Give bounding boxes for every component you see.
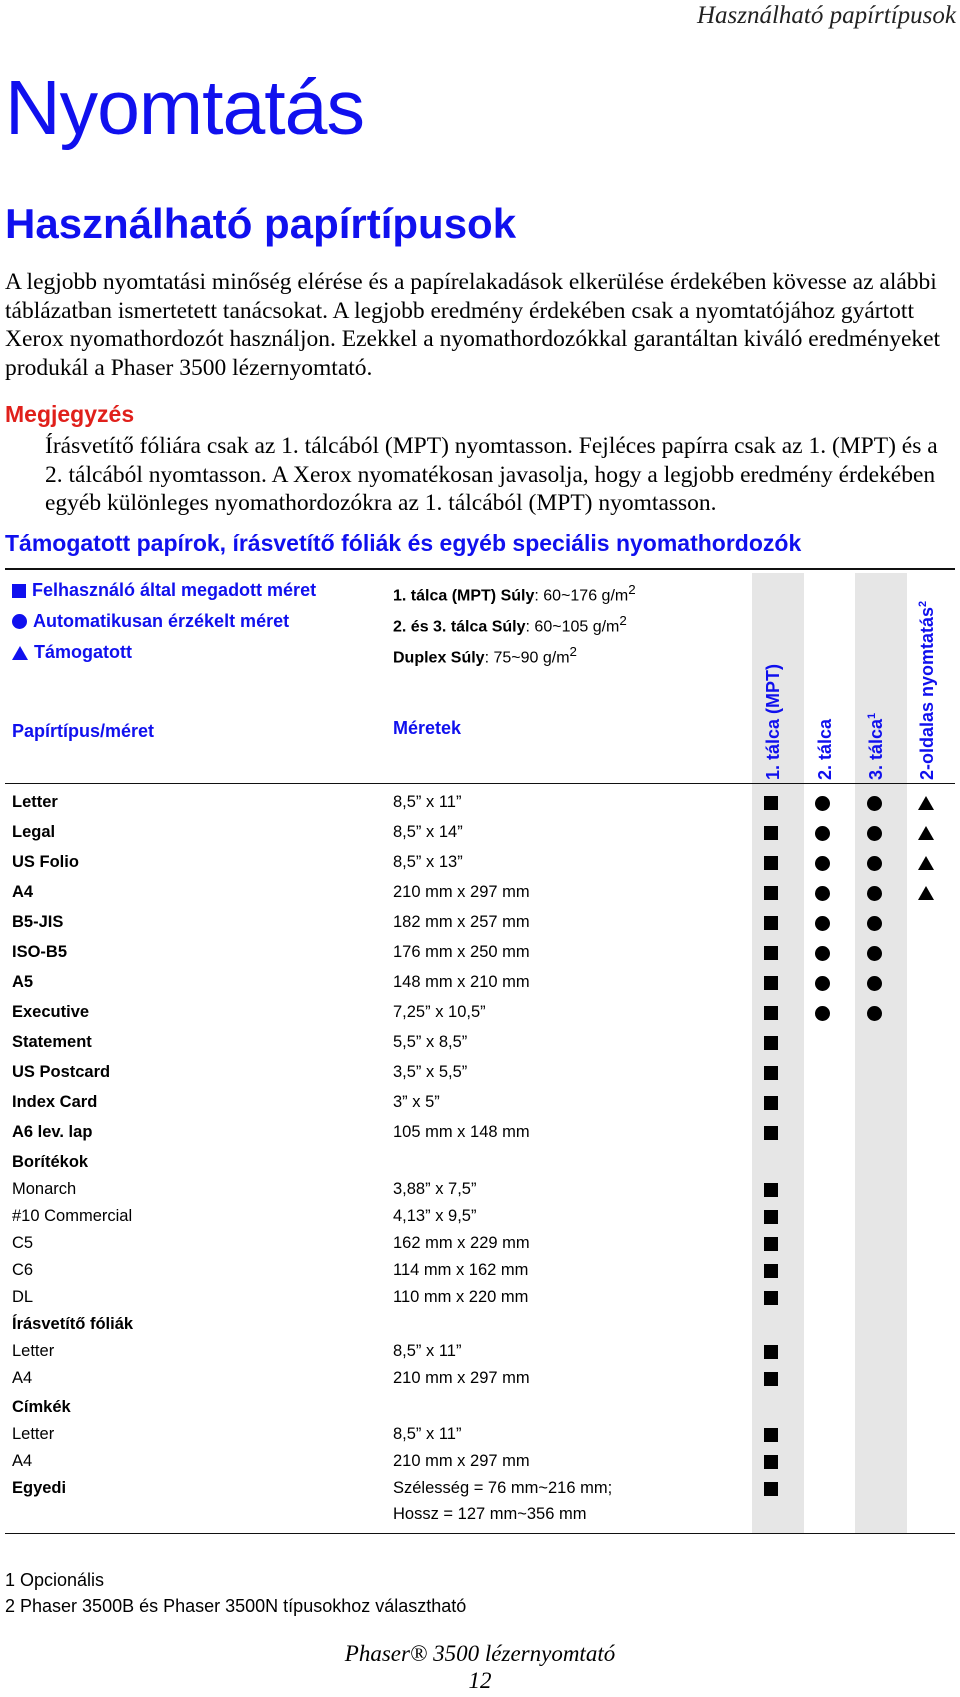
column-header-tray2: 2. tálca xyxy=(815,718,835,780)
paper-size: 176 mm x 250 mm xyxy=(393,943,530,961)
paper-type: Executive xyxy=(12,1003,90,1021)
weight-tray23: 2. és 3. tálca Súly: 60~105 $g/m^2$ xyxy=(393,613,627,636)
table-title: Támogatott papírok, írásvetítő fóliák és egyéb speciális nyomathordozók xyxy=(5,530,802,556)
column-header-tray1-wrap xyxy=(0,0,960,780)
triangle-icon xyxy=(918,796,934,810)
paper-size: 3” x 5” xyxy=(393,1093,440,1111)
paper-size: 210 mm x 297 mm xyxy=(393,1452,530,1470)
table-row xyxy=(0,879,960,906)
table-row xyxy=(0,1311,960,1338)
column-header-size: Méretek xyxy=(393,718,462,738)
circle-icon xyxy=(815,796,830,811)
circle-icon xyxy=(867,946,882,961)
table-row xyxy=(0,1059,960,1086)
column-header-tray3: 3. tálca$^1$ xyxy=(866,712,886,780)
paper-size: 110 mm x 220 mm xyxy=(393,1288,529,1306)
square-icon xyxy=(764,1096,778,1110)
paper-type: A5 xyxy=(12,973,34,991)
page-title: Nyomtatás xyxy=(5,65,365,151)
circle-icon xyxy=(867,976,882,991)
paper-type: A4 xyxy=(12,883,34,901)
paper-type: A4 xyxy=(12,1369,33,1387)
paper-size: 7,25” x 10,5” xyxy=(393,1003,486,1021)
table-row xyxy=(0,1284,960,1311)
circle-icon xyxy=(815,946,830,961)
square-icon xyxy=(764,796,778,810)
paper-type: ISO-B5 xyxy=(12,943,68,961)
note-heading: Megjegyzés xyxy=(5,401,135,427)
circle-icon xyxy=(815,916,830,931)
table-row xyxy=(0,969,960,996)
table-row xyxy=(0,1230,960,1257)
circle-icon xyxy=(815,856,830,871)
footer-page-number: 12 xyxy=(468,1668,492,1693)
paper-type: DL xyxy=(12,1288,34,1306)
table-row xyxy=(0,1203,960,1230)
table-row xyxy=(0,1448,960,1475)
circle-icon xyxy=(867,826,882,841)
square-icon xyxy=(764,1428,778,1442)
square-icon xyxy=(764,1345,778,1359)
square-icon xyxy=(764,1264,778,1278)
paper-size: 148 mm x 210 mm xyxy=(393,973,530,991)
circle-icon xyxy=(867,1006,882,1021)
square-icon xyxy=(764,886,778,900)
circle-icon xyxy=(867,886,882,901)
paper-type: A4 xyxy=(12,1452,33,1470)
table-row xyxy=(0,819,960,846)
paper-size-line2: Hossz = 127 mm~356 mm xyxy=(393,1505,587,1523)
paper-size: 5,5” x 8,5” xyxy=(393,1033,468,1051)
circle-icon xyxy=(815,886,830,901)
table-row xyxy=(0,1365,960,1392)
square-icon xyxy=(764,916,778,930)
column-header-type: Papírtípus/méret xyxy=(12,721,155,741)
paper-type: Letter xyxy=(12,793,58,811)
paper-size: 210 mm x 297 mm xyxy=(393,1369,530,1387)
legend-triangle-label: Támogatott xyxy=(34,642,132,662)
table-header-rule xyxy=(5,783,955,784)
paper-type: Írásvetítő fóliák xyxy=(12,1315,134,1333)
paper-size: 162 mm x 229 mm xyxy=(393,1234,530,1252)
paper-type: Monarch xyxy=(12,1180,77,1198)
weight-duplex: Duplex Súly: 75~90 $g/m^2$ xyxy=(393,644,577,667)
triangle-icon xyxy=(918,886,934,900)
table-row xyxy=(0,1257,960,1284)
paper-type: C5 xyxy=(12,1234,34,1252)
table-row xyxy=(0,1149,960,1176)
paper-type: Letter xyxy=(12,1342,55,1360)
square-icon xyxy=(764,1372,778,1386)
paper-type: US Folio xyxy=(12,853,79,871)
table-row xyxy=(0,999,960,1026)
paper-size: 8,5” x 13” xyxy=(393,853,463,871)
legend-circle-label: Automatikusan érzékelt méret xyxy=(33,611,290,631)
table-row xyxy=(0,1338,960,1365)
table-row xyxy=(0,909,960,936)
table-row xyxy=(0,1394,960,1421)
legend-square-label: Felhasználó által megadott méret xyxy=(32,580,317,600)
square-icon xyxy=(764,1482,778,1496)
circle-icon xyxy=(815,826,830,841)
paper-type: #10 Commercial xyxy=(12,1207,133,1225)
weight-tray1: 1. tálca (MPT) Súly: 60~176 $g/m^2$ xyxy=(393,582,636,605)
intro-paragraph: A legjobb nyomtatási minőség elérése és a papírelakadások elkerülése érdekében kövesse az alábbi táblázatban ismertetett tanácsokat. A legjobb eredmény érdekében csak a nyomtatójához gyártott Xerox nyomathordozót használjon. Ezekkel a nyomathordozókkal garantáltan kiváló eredményeket produkál a Phaser 3500 lézernyomtató. xyxy=(5,269,941,381)
paper-size: 3,88” x 7,5” xyxy=(393,1180,477,1198)
square-icon xyxy=(764,1291,778,1305)
square-icon xyxy=(764,1006,778,1020)
paper-size: 114 mm x 162 mm xyxy=(393,1261,529,1279)
paper-type: Index Card xyxy=(12,1093,98,1111)
paper-size: 105 mm x 148 mm xyxy=(393,1123,530,1141)
table-row xyxy=(0,939,960,966)
footnote-2: 2 Phaser 3500B és Phaser 3500N típusokhoz választható xyxy=(5,1596,467,1616)
paper-size: 4,13” x 9,5” xyxy=(393,1207,477,1225)
square-icon xyxy=(764,976,778,990)
square-icon xyxy=(764,1066,778,1080)
table-row xyxy=(0,1119,960,1146)
note-body: Írásvetítő fóliára csak az 1. tálcából (MPT) nyomtasson. Fejléces papírra csak az 1. (MPT) és a 2. tálcából nyomtasson. A Xerox nyomatékosan javasolja, hogy a legjobb eredmény érdekében egyéb különleges nyomathordozókra az 1. tálcából (MPT) nyomtasson. xyxy=(45,433,938,517)
footer-product: Phaser® 3500 lézernyomtató xyxy=(344,1641,616,1666)
table-row xyxy=(0,1176,960,1203)
paper-type: Egyedi xyxy=(12,1479,67,1497)
paper-size: 210 mm x 297 mm xyxy=(393,883,530,901)
running-header: Használható papírtípusok xyxy=(696,2,956,29)
table-row xyxy=(0,1421,960,1448)
paper-size: 8,5” x 11” xyxy=(393,793,462,811)
square-icon xyxy=(764,1036,778,1050)
paper-type: Borítékok xyxy=(12,1153,89,1171)
table-row xyxy=(0,849,960,876)
paper-size: 8,5” x 11” xyxy=(393,1342,462,1360)
triangle-icon xyxy=(918,826,934,840)
paper-size: Szélesség = 76 mm~216 mm; xyxy=(393,1479,613,1497)
paper-type: Statement xyxy=(12,1033,92,1051)
paper-type: Címkék xyxy=(12,1398,71,1416)
circle-icon xyxy=(867,796,882,811)
table-row xyxy=(0,789,960,816)
circle-icon xyxy=(815,976,830,991)
paper-type: Legal xyxy=(12,823,56,841)
square-icon xyxy=(764,1183,778,1197)
paper-type: US Postcard xyxy=(12,1063,111,1081)
paper-type: C6 xyxy=(12,1261,34,1279)
column-header-duplex: 2-oldalas nyomtatás$^2$ xyxy=(917,600,937,780)
circle-icon xyxy=(867,856,882,871)
paper-size: 3,5” x 5,5” xyxy=(393,1063,468,1081)
square-icon xyxy=(764,1455,778,1469)
table-row xyxy=(0,1029,960,1056)
table-row xyxy=(0,1475,960,1523)
table-bottom-rule xyxy=(5,1533,955,1534)
paper-size: 8,5” x 11” xyxy=(393,1425,462,1443)
paper-type: B5-JIS xyxy=(12,913,64,931)
triangle-icon xyxy=(918,856,934,870)
paper-size: 182 mm x 257 mm xyxy=(393,913,530,931)
column-header-tray1: 1. tálca (MPT) xyxy=(763,663,783,780)
paper-size: 8,5” x 14” xyxy=(393,823,463,841)
circle-icon xyxy=(815,1006,830,1021)
paper-type: Letter xyxy=(12,1425,55,1443)
paper-type: A6 lev. lap xyxy=(12,1123,93,1141)
table-row xyxy=(0,1089,960,1116)
square-icon xyxy=(764,856,778,870)
square-icon xyxy=(764,826,778,840)
square-icon xyxy=(764,946,778,960)
section-heading: Használható papírtípusok xyxy=(5,200,517,247)
footnote-1: 1 Opcionális xyxy=(5,1570,105,1590)
square-icon xyxy=(764,1237,778,1251)
circle-icon xyxy=(867,916,882,931)
square-icon xyxy=(764,1126,778,1140)
square-icon xyxy=(764,1210,778,1224)
